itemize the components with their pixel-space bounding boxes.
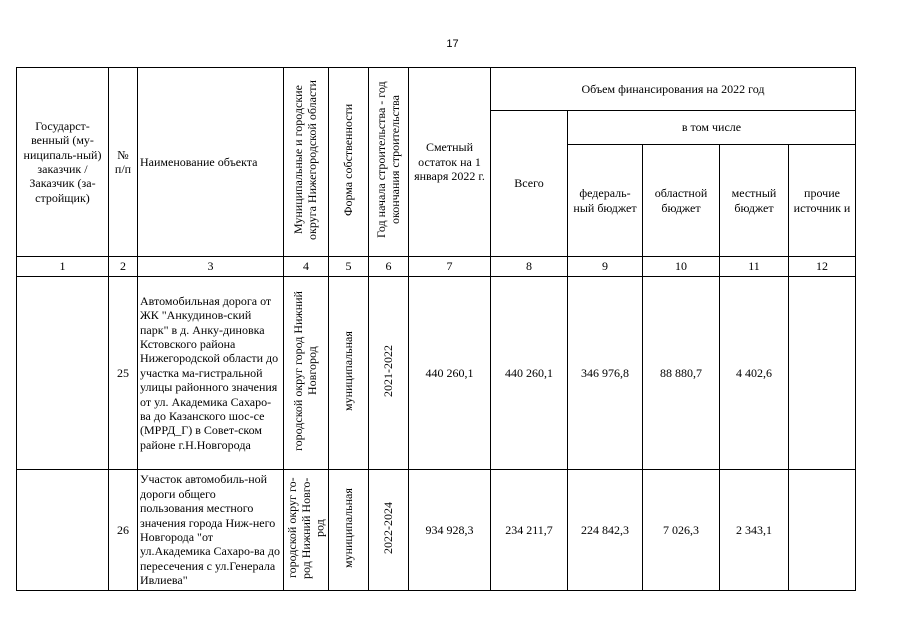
- cell-regional: 7 026,3: [643, 470, 720, 591]
- column-number: 7: [409, 257, 491, 277]
- cell-years: 2021-2022: [369, 277, 409, 470]
- cell-regional: 88 880,7: [643, 277, 720, 470]
- cell-remainder: 934 928,3: [409, 470, 491, 591]
- column-number: 9: [568, 257, 643, 277]
- page-number: 17: [446, 38, 459, 50]
- header-local: местный бюджет: [720, 145, 789, 257]
- column-number: 12: [789, 257, 856, 277]
- cell-ownership: муниципальная: [329, 277, 369, 470]
- cell-district: городской округ го-род Нижний Новго-род: [284, 470, 329, 591]
- header-regional: областной бюджет: [643, 145, 720, 257]
- table-row: [17, 470, 856, 591]
- cell-name: Автомобильная дорога от ЖК "Анкудинов-ский парк" в д. Анку-диновка Кстовского района Нижегородской области до участка ма-гистральной улицы районного значения от ул. Академика Сахаро-ва до Казанского шос-се (МРРД_Г) в Совет-ском районе г.Н.Новгорода: [138, 277, 284, 470]
- column-number: 6: [369, 257, 409, 277]
- cell-customer: [17, 470, 109, 591]
- header-years: Год начала строительства - год окончания строительства: [369, 68, 409, 257]
- cell-local: 2 343,1: [720, 470, 789, 591]
- cell-remainder: 440 260,1: [409, 277, 491, 470]
- header-name: Наименование объекта: [138, 68, 284, 257]
- column-number: 5: [329, 257, 369, 277]
- header-ownership: Форма собственности: [329, 68, 369, 257]
- cell-customer: [17, 277, 109, 470]
- column-number: 3: [138, 257, 284, 277]
- column-number: 11: [720, 257, 789, 277]
- column-number: 4: [284, 257, 329, 277]
- column-number-row: [17, 257, 856, 277]
- cell-num: 26: [109, 470, 138, 591]
- cell-num: 25: [109, 277, 138, 470]
- header-district: Муниципальные и городские округа Нижегородской области: [284, 68, 329, 257]
- cell-federal: 224 842,3: [568, 470, 643, 591]
- cell-name: Участок автомобиль-ной дороги общего пользования местного значения города Ниж-него Новгорода "от ул.Академика Сахаро-ва до пересечения с ул.Генерала Ивлиева": [138, 470, 284, 591]
- header-total: Всего: [491, 111, 568, 257]
- cell-total: 234 211,7: [491, 470, 568, 591]
- cell-years: 2022-2024: [369, 470, 409, 591]
- column-number: 2: [109, 257, 138, 277]
- header-federal: федераль-ный бюджет: [568, 145, 643, 257]
- cell-federal: 346 976,8: [568, 277, 643, 470]
- header-other: прочие источник и: [789, 145, 856, 257]
- cell-total: 440 260,1: [491, 277, 568, 470]
- header-customer: Государст-венный (му-ниципаль-ный) заказчик / Заказчик (за-стройщик): [17, 68, 109, 257]
- cell-district: городской округ город Нижний Новгород: [284, 277, 329, 470]
- header-row-1: [17, 68, 856, 111]
- column-number: 1: [17, 257, 109, 277]
- header-funding: Объем финансирования на 2022 год: [491, 68, 856, 111]
- column-number: 10: [643, 257, 720, 277]
- cell-other: [789, 277, 856, 470]
- column-number: 8: [491, 257, 568, 277]
- cell-ownership: муниципальная: [329, 470, 369, 591]
- cell-other: [789, 470, 856, 591]
- cell-local: 4 402,6: [720, 277, 789, 470]
- header-remainder: Сметный остаток на 1 января 2022 г.: [409, 68, 491, 257]
- financing-table: [16, 67, 856, 591]
- header-num: № п/п: [109, 68, 138, 257]
- header-including: в том числе: [568, 111, 856, 145]
- table-row: [17, 277, 856, 470]
